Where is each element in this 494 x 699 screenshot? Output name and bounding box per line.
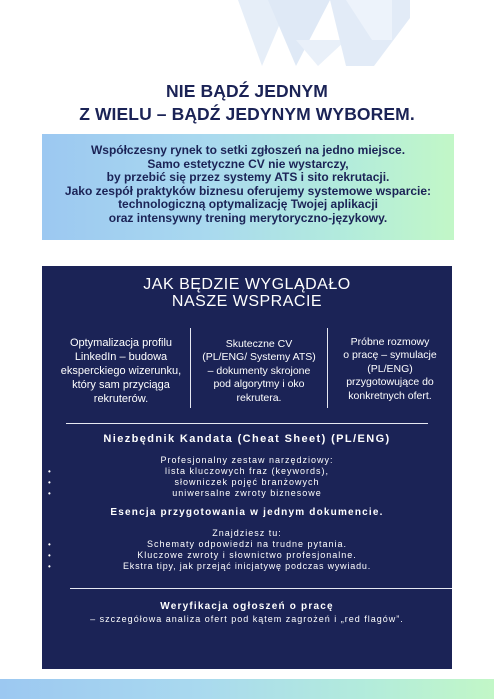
section-divider bbox=[66, 423, 428, 424]
bullet-icon: • bbox=[48, 551, 51, 560]
column-line: Optymalizacja profilu bbox=[69, 337, 173, 349]
headline bbox=[0, 80, 494, 126]
intro-line: Jako zespół praktyków biznesu oferujemy systemowe wsparcie: bbox=[64, 183, 432, 198]
column-line: o pracę – symulacje bbox=[343, 349, 437, 362]
headline-line-1: NIE BĄDŹ JEDNYM bbox=[166, 81, 328, 101]
bullet-icon: • bbox=[48, 562, 51, 571]
verification-text: – szczegółowa analiza ofert pod kątem zagrożeń i „red flagów”. bbox=[90, 614, 404, 624]
cheatsheet-item: słowniczek pojęć branżowych bbox=[174, 477, 320, 487]
essence-title: Esencja przygotowania w jednym dokumencie. bbox=[110, 507, 384, 518]
cheatsheet-item: uniwersalne zwroty biznesowe bbox=[172, 488, 322, 498]
column-line: (PL/ENG/ Systemy ATS) bbox=[202, 351, 316, 364]
column-line: rekruterów. bbox=[93, 393, 149, 405]
intro-line: Współczesny rynek to setki zgłoszeń na jedno miejsce. bbox=[90, 143, 406, 157]
column-line: eksperckiego wizerunku, bbox=[60, 365, 182, 377]
essence-intro: Znajdziesz tu: bbox=[212, 528, 282, 538]
panel-title bbox=[42, 276, 452, 310]
section-divider bbox=[70, 588, 452, 589]
cheatsheet-item: lista kluczowych fraz (keywords), bbox=[164, 466, 330, 476]
column-divider bbox=[327, 328, 328, 408]
headline-line-2: Z WIELU – BĄDŹ JEDYNYM WYBOREM. bbox=[79, 104, 415, 124]
column-line: który sam przyciąga bbox=[72, 379, 170, 391]
bullet-icon: • bbox=[48, 478, 51, 487]
essence-item: Schematy odpowiedzi na trudne pytania. bbox=[146, 539, 348, 549]
panel-title-line-1: JAK BĘDZIE WYGLĄDAŁO bbox=[143, 276, 351, 293]
column-line: LinkedIn – budowa bbox=[74, 351, 168, 363]
intro-line: by przebić się przez systemy ATS i sito rekrutacji. bbox=[106, 170, 390, 185]
intro-box bbox=[42, 134, 454, 240]
column-line: – dokumenty skrojone bbox=[207, 364, 311, 377]
column-divider bbox=[190, 328, 191, 408]
panel-title-line-2: NASZE WSPRACIE bbox=[171, 293, 323, 310]
intro-line: Samo estetyczne CV nie wystarczy, bbox=[147, 156, 349, 171]
essence-item: Ekstra tipy, jak przejąć inicjatywę podczas wywiadu. bbox=[122, 561, 371, 571]
service-column-interviews bbox=[329, 336, 451, 403]
column-line: Próbne rozmowy bbox=[350, 336, 430, 348]
support-panel bbox=[42, 266, 452, 669]
bullet-icon: • bbox=[48, 467, 51, 476]
bullet-icon: • bbox=[48, 540, 51, 549]
bottom-gradient-strip bbox=[0, 679, 494, 699]
service-column-cv bbox=[192, 338, 326, 405]
column-line: konkretnych ofert. bbox=[348, 389, 432, 402]
verification-title: Weryfikacja ogłoszeń o pracę bbox=[160, 601, 334, 612]
column-line: rekrutera. bbox=[236, 391, 282, 404]
intro-line: technologiczną optymalizację Twojej aplikacji bbox=[118, 197, 378, 212]
bullet-icon: • bbox=[48, 489, 51, 498]
column-line: (PL/ENG) bbox=[367, 362, 413, 375]
decorative-shapes bbox=[0, 0, 494, 80]
column-line: Skuteczne CV bbox=[225, 338, 293, 350]
service-column-linkedin bbox=[52, 336, 190, 406]
column-line: przygotowujące do bbox=[346, 376, 434, 389]
column-line: pod algorytmy i oko bbox=[213, 378, 305, 391]
cheatsheet-title: Niezbędnik Kandata (Cheat Sheet) (PL/ENG) bbox=[103, 433, 391, 445]
intro-line: oraz intensywny trening merytoryczno-językowy. bbox=[108, 210, 388, 225]
cheatsheet-intro: Profesjonalny zestaw narzędziowy: bbox=[160, 455, 334, 465]
essence-item: Kluczowe zwroty i słownictwo profesjonalne. bbox=[137, 550, 357, 560]
